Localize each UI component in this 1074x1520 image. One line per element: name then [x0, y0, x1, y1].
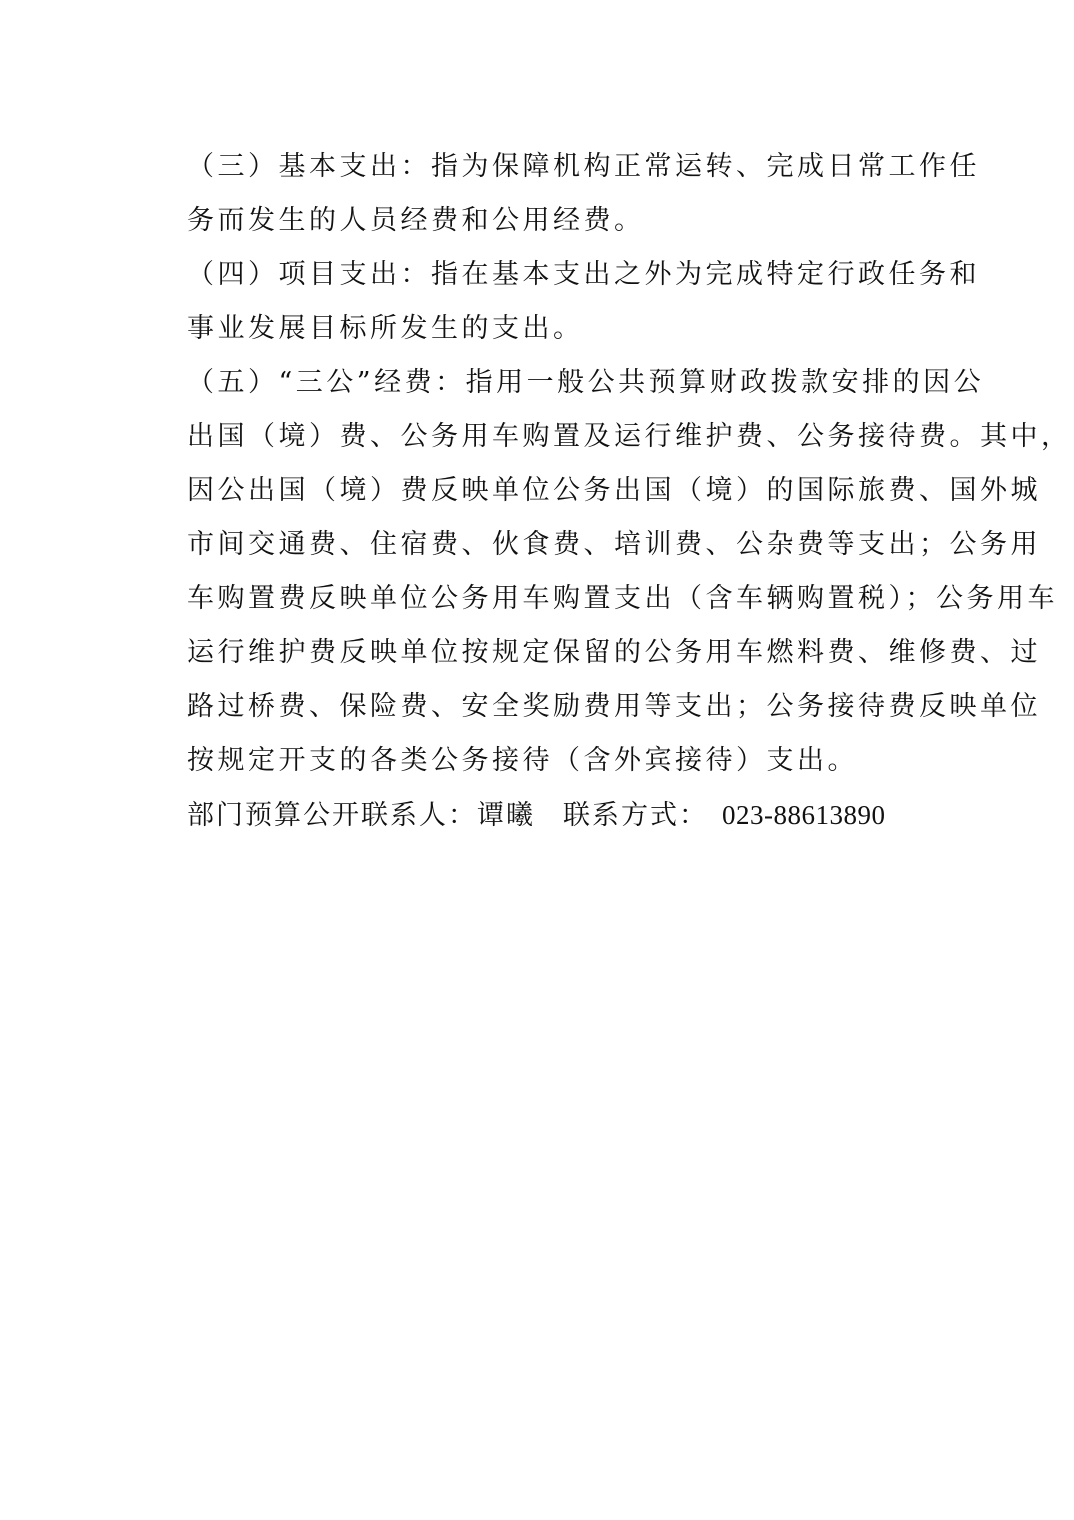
contact-phone: 023-88613890	[722, 800, 886, 830]
text-line: （四）项目支出：指在基本支出之外为完成特定行政任务和	[187, 259, 980, 290]
text-line: 出国（境）费、公务用车购置及运行维护费、公务接待费。其中，	[187, 421, 1072, 452]
text-line: 车购置费反映单位公务用车购置支出（含车辆购置税）；公务用车	[187, 583, 1058, 614]
text-line: （三）基本支出：指为保障机构正常运转、完成日常工作任	[187, 151, 980, 182]
paragraph-project-expenditure	[133, 248, 980, 356]
contact-method-label: 联系方式：	[563, 800, 708, 831]
text-line: 事业发展目标所发生的支出。	[187, 313, 584, 344]
contact-person: 部门预算公开联系人：谭曦	[187, 800, 535, 831]
text-line: 按规定开支的各类公务接待（含外宾接待）支出。	[187, 745, 858, 776]
paragraph-three-public-expenses	[133, 356, 1072, 788]
document-body	[133, 140, 1072, 843]
text-line: 运行维护费反映单位按规定保留的公务用车燃料费、维修费、过	[187, 637, 1041, 668]
paragraph-basic-expenditure	[133, 140, 980, 248]
text-line: 路过桥费、保险费、安全奖励费用等支出；公务接待费反映单位	[187, 691, 1041, 722]
text-line: 市间交通费、住宿费、伙食费、培训费、公杂费等支出；公务用	[187, 529, 1041, 560]
text-line: （五）“三公”经费：指用一般公共预算财政拨款安排的因公	[187, 367, 985, 398]
text-line: 务而发生的人员经费和公用经费。	[187, 205, 645, 236]
text-line: 因公出国（境）费反映单位公务出国（境）的国际旅费、国外城	[187, 475, 1041, 506]
contact-line	[133, 788, 945, 843]
